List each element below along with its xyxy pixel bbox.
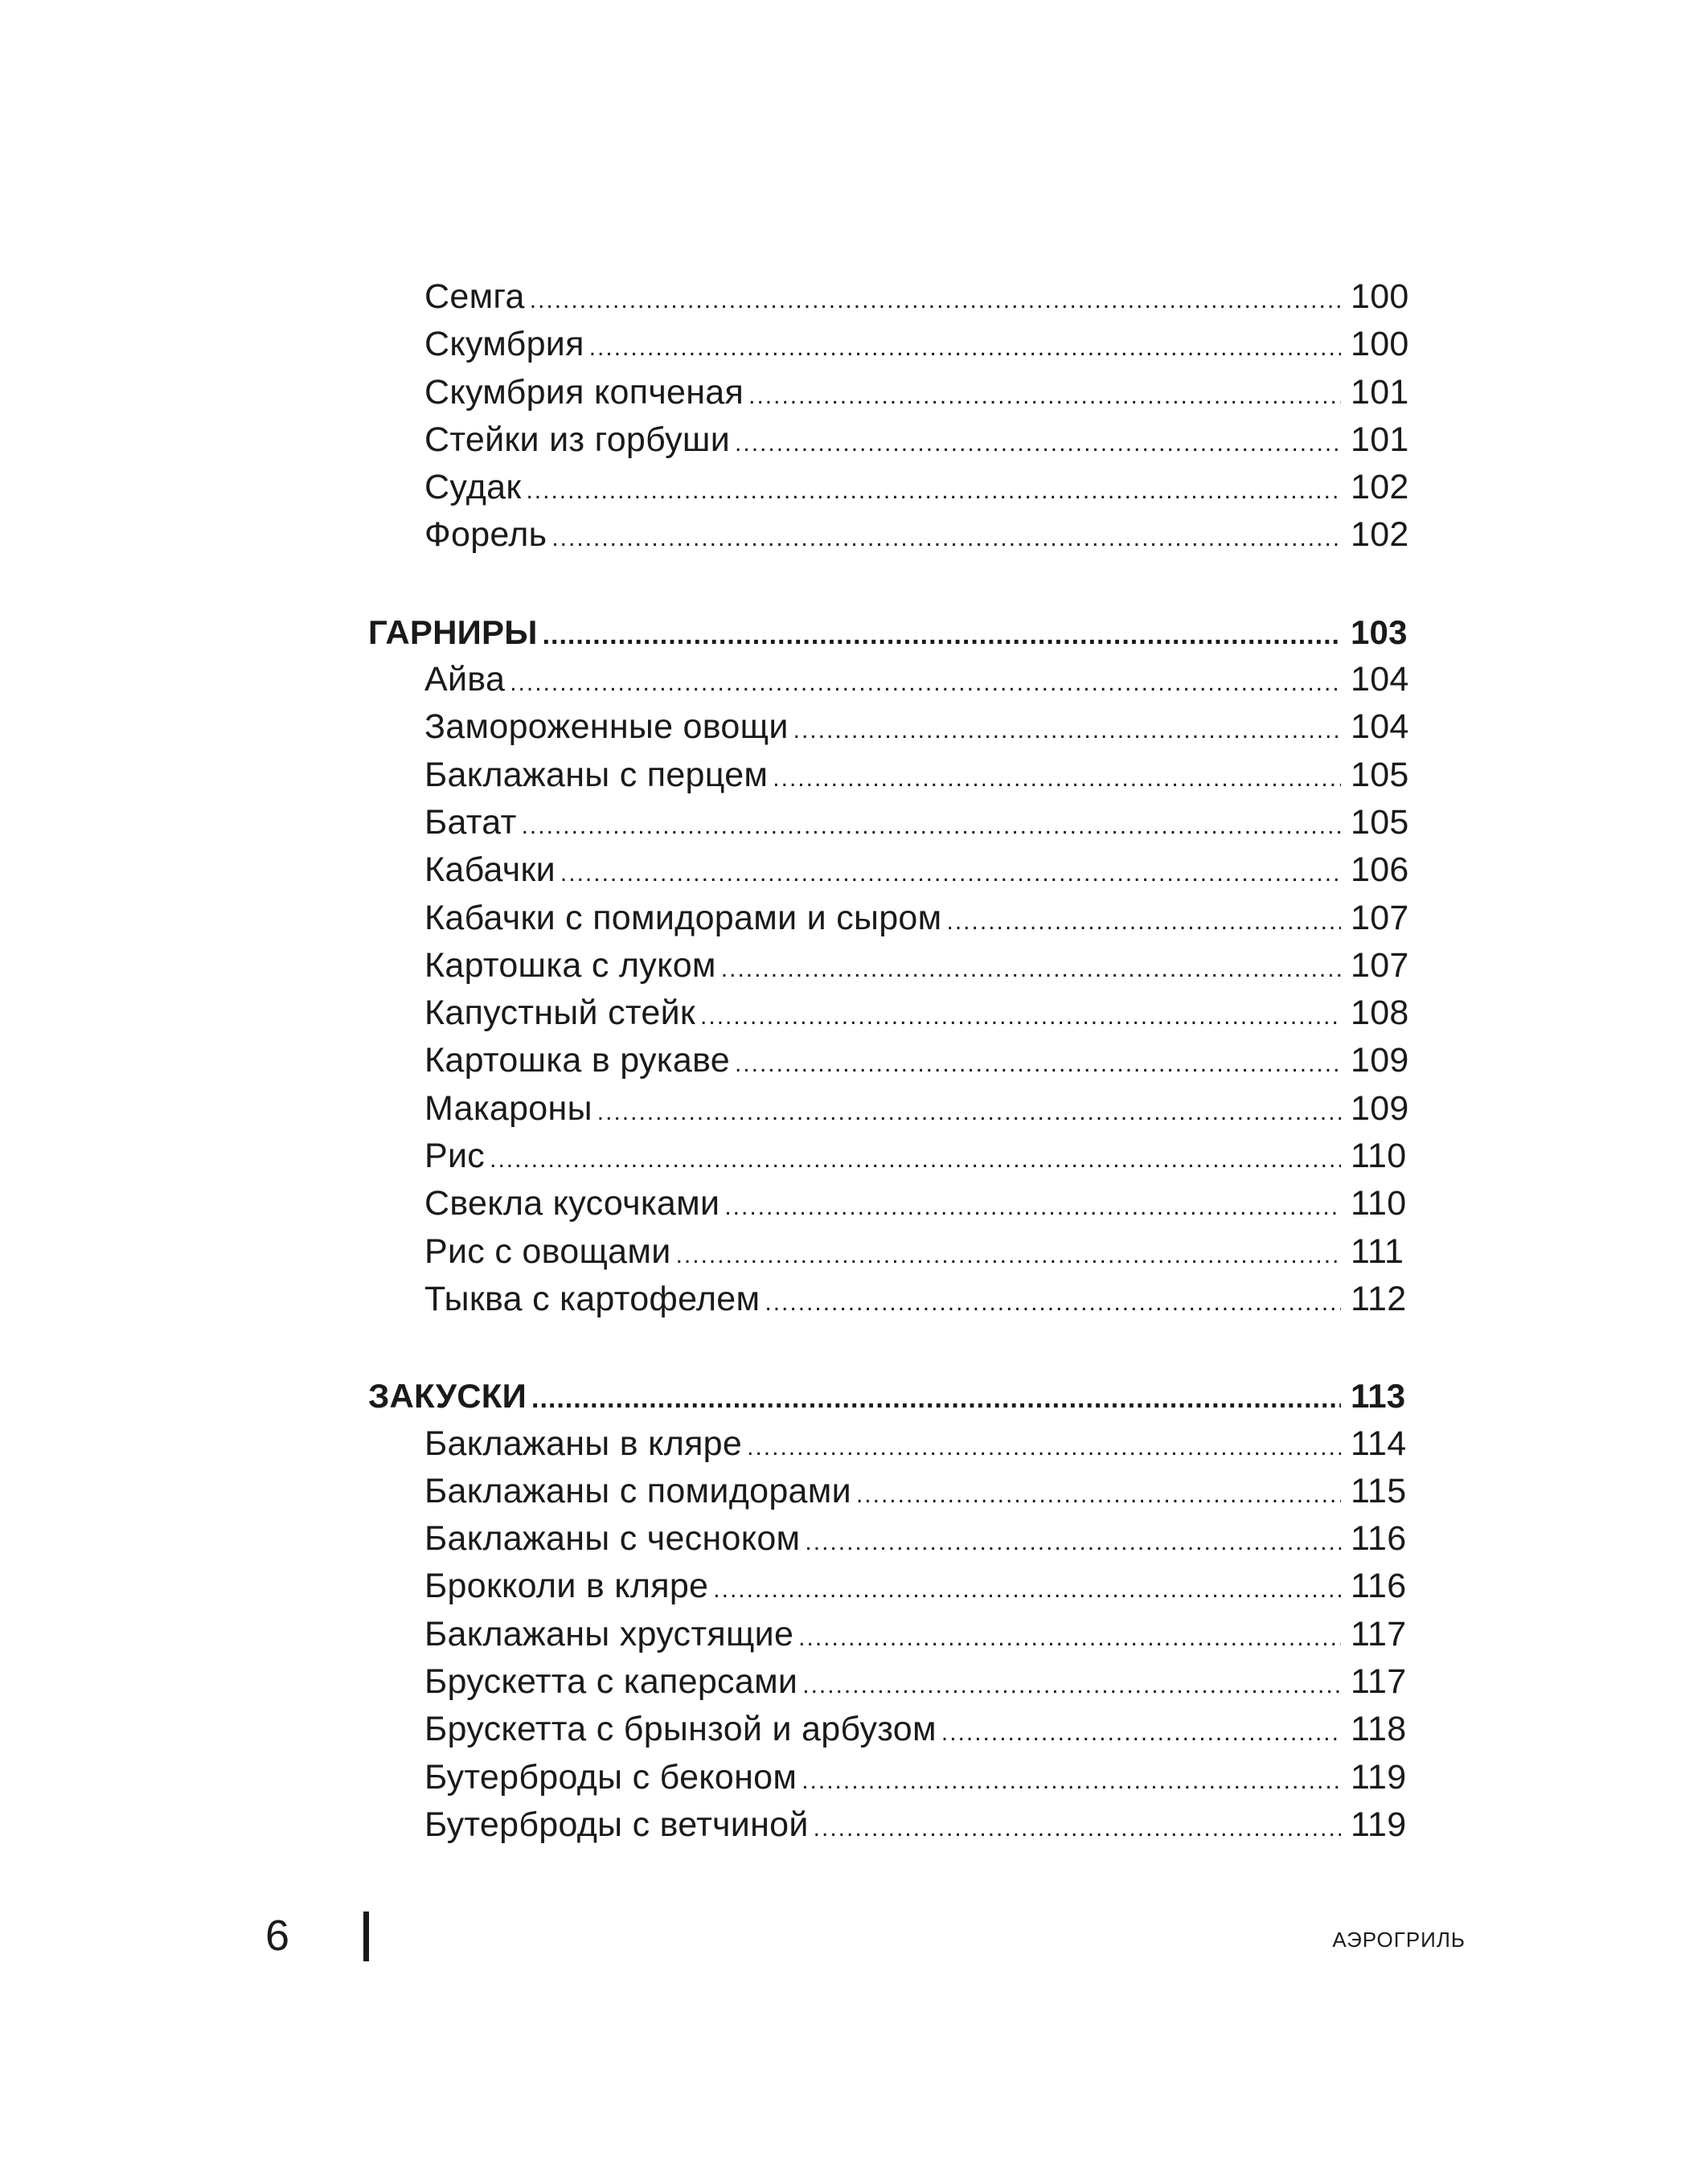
table-of-contents — [368, 273, 1415, 1849]
dot-leader — [526, 467, 1341, 514]
toc-entry[interactable] — [368, 799, 1415, 846]
toc-entry-title: Айва — [424, 660, 506, 699]
toc-entry-page: 118 — [1351, 1710, 1407, 1749]
toc-entry-title: Брускетта с брынзой и арбузом — [424, 1710, 937, 1749]
toc-entry[interactable] — [368, 1706, 1415, 1753]
dot-leader — [765, 1279, 1341, 1326]
toc-entry[interactable] — [368, 1563, 1415, 1610]
toc-entry-page: 100 — [1351, 325, 1409, 364]
dot-leader — [735, 1040, 1341, 1088]
toc-section-appetizers — [368, 1372, 1415, 1849]
dot-leader — [597, 1088, 1341, 1136]
toc-entry-title: Баклажаны в кляре — [424, 1424, 743, 1463]
toc-entry[interactable] — [368, 1085, 1415, 1133]
toc-entry[interactable] — [368, 1037, 1415, 1084]
toc-entry[interactable] — [368, 1133, 1415, 1180]
dot-leader — [531, 1375, 1341, 1423]
toc-section-heading[interactable] — [368, 608, 1415, 656]
toc-entry[interactable] — [368, 511, 1415, 559]
toc-entry-title: Баклажаны с чесноком — [424, 1519, 801, 1559]
dot-leader — [947, 898, 1341, 945]
toc-heading-page: 113 — [1351, 1377, 1406, 1416]
toc-entry-title: Кабачки с помидорами и сыром — [424, 898, 942, 937]
toc-entry[interactable] — [368, 1276, 1415, 1323]
toc-entry[interactable] — [368, 1420, 1415, 1468]
toc-entry-page: 109 — [1351, 1088, 1409, 1128]
toc-entry-title: Капустный стейк — [424, 994, 696, 1033]
toc-entry[interactable] — [368, 895, 1415, 942]
running-title: АЭРОГРИЛЬ — [1332, 1928, 1466, 1952]
toc-entry-title: Стейки из горбуши — [424, 420, 731, 459]
toc-entry[interactable] — [368, 990, 1415, 1037]
toc-entry-title: Семга — [424, 277, 525, 316]
toc-entry[interactable] — [368, 703, 1415, 751]
toc-entry-title: Батат — [424, 802, 517, 842]
toc-entry[interactable] — [368, 416, 1415, 464]
toc-entry-page: 119 — [1351, 1805, 1407, 1844]
footer-divider — [363, 1912, 369, 1961]
toc-entry[interactable] — [368, 1754, 1415, 1801]
toc-entry-page: 109 — [1351, 1041, 1409, 1080]
dot-leader — [589, 324, 1341, 371]
toc-heading-title: ГАРНИРЫ — [368, 613, 538, 651]
page-number: 6 — [265, 1912, 290, 1960]
dot-leader — [773, 755, 1341, 802]
toc-entry-title: Рис с овощами — [424, 1231, 671, 1271]
dot-leader — [543, 612, 1341, 659]
toc-entry-page: 101 — [1351, 372, 1409, 412]
toc-entry[interactable] — [368, 656, 1415, 703]
toc-entry-title: Баклажаны с перцем — [424, 755, 769, 794]
toc-entry-page: 115 — [1351, 1471, 1407, 1510]
toc-entry[interactable] — [368, 1611, 1415, 1658]
toc-entry[interactable] — [368, 1801, 1415, 1849]
dot-leader — [724, 1183, 1341, 1231]
dot-leader — [676, 1231, 1341, 1279]
dot-leader — [814, 1805, 1341, 1852]
toc-entry-title: Бутерброды с беконом — [424, 1757, 797, 1797]
toc-entry-title: Брокколи в кляре — [424, 1567, 709, 1606]
toc-entry-title: Баклажаны хрустящие — [424, 1614, 794, 1653]
toc-entry-page: 108 — [1351, 994, 1409, 1033]
toc-entry-page: 102 — [1351, 468, 1409, 507]
toc-entry-page: 110 — [1351, 1184, 1407, 1223]
toc-entry[interactable] — [368, 464, 1415, 511]
toc-entry-title: Брускетта с каперсами — [424, 1662, 798, 1702]
toc-entry-page: 116 — [1351, 1567, 1407, 1606]
dot-leader — [805, 1518, 1341, 1566]
dot-leader — [747, 1424, 1341, 1471]
toc-entry-page: 119 — [1351, 1757, 1407, 1797]
toc-entry[interactable] — [368, 321, 1415, 368]
toc-entry-page: 117 — [1351, 1662, 1407, 1702]
toc-entry[interactable] — [368, 846, 1415, 894]
toc-entry-page: 116 — [1351, 1519, 1407, 1559]
toc-entry-page: 107 — [1351, 945, 1409, 985]
toc-entry-title: Картошка в рукаве — [424, 1041, 730, 1080]
dot-leader — [793, 707, 1341, 754]
dot-leader — [522, 802, 1341, 850]
toc-entry[interactable] — [368, 1228, 1415, 1276]
section-spacer — [368, 1323, 1415, 1372]
toc-entry-title: Рис — [424, 1137, 486, 1176]
dot-leader — [560, 850, 1341, 897]
toc-entry-page: 100 — [1351, 277, 1409, 316]
toc-heading-title: ЗАКУСКИ — [368, 1377, 527, 1416]
toc-entry-page: 114 — [1351, 1424, 1407, 1463]
toc-entry-page: 105 — [1351, 755, 1409, 794]
dot-leader — [856, 1471, 1341, 1518]
toc-entry-page: 104 — [1351, 707, 1409, 747]
toc-entry[interactable] — [368, 1468, 1415, 1515]
dot-leader — [551, 514, 1341, 562]
toc-heading-page: 103 — [1351, 613, 1408, 651]
toc-entry[interactable] — [368, 1180, 1415, 1227]
toc-entry[interactable] — [368, 369, 1415, 416]
toc-entry-page: 101 — [1351, 420, 1409, 459]
toc-entry-title: Баклажаны с помидорами — [424, 1471, 851, 1510]
toc-entry-title: Свекла кусочками — [424, 1184, 720, 1223]
toc-entry-title: Бутерброды с ветчиной — [424, 1805, 809, 1844]
toc-entry-title: Макароны — [424, 1088, 592, 1128]
dot-leader — [748, 372, 1341, 420]
dot-leader — [802, 1757, 1341, 1805]
dot-leader — [941, 1709, 1341, 1756]
toc-entry-title: Замороженные овощи — [424, 707, 789, 747]
toc-entry-page: 112 — [1351, 1279, 1407, 1318]
toc-entry[interactable] — [368, 1515, 1415, 1563]
toc-entry[interactable] — [368, 942, 1415, 990]
toc-entry-title: Кабачки — [424, 850, 556, 890]
toc-entry-page: 111 — [1351, 1231, 1404, 1271]
toc-entry[interactable] — [368, 273, 1415, 321]
toc-entry-page: 117 — [1351, 1614, 1407, 1653]
toc-entry-page: 105 — [1351, 802, 1409, 842]
dot-leader — [713, 1566, 1341, 1613]
dot-leader — [510, 659, 1341, 707]
toc-entry-page: 107 — [1351, 898, 1409, 937]
section-spacer — [368, 559, 1415, 608]
dot-leader — [530, 277, 1341, 324]
dot-leader — [798, 1614, 1341, 1662]
toc-entry[interactable] — [368, 1658, 1415, 1706]
toc-section-garnishes — [368, 608, 1415, 1323]
toc-entry-title: Судак — [424, 468, 522, 507]
toc-section-fish — [368, 273, 1415, 559]
dot-leader — [735, 420, 1341, 467]
toc-entry-page: 110 — [1351, 1137, 1407, 1176]
dot-leader — [721, 945, 1341, 993]
dot-leader — [490, 1136, 1341, 1183]
toc-entry-page: 106 — [1351, 850, 1409, 890]
dot-leader — [802, 1662, 1341, 1709]
toc-entry-page: 102 — [1351, 515, 1409, 555]
dot-leader — [700, 993, 1341, 1040]
toc-section-heading[interactable] — [368, 1372, 1415, 1420]
toc-entry-title: Форель — [424, 515, 547, 555]
toc-entry-title: Скумбрия — [424, 325, 584, 364]
toc-entry[interactable] — [368, 752, 1415, 799]
toc-entry-title: Тыква с картофелем — [424, 1279, 761, 1318]
toc-entry-page: 104 — [1351, 660, 1409, 699]
toc-entry-title: Картошка с луком — [424, 945, 716, 985]
toc-entry-title: Скумбрия копченая — [424, 372, 744, 412]
